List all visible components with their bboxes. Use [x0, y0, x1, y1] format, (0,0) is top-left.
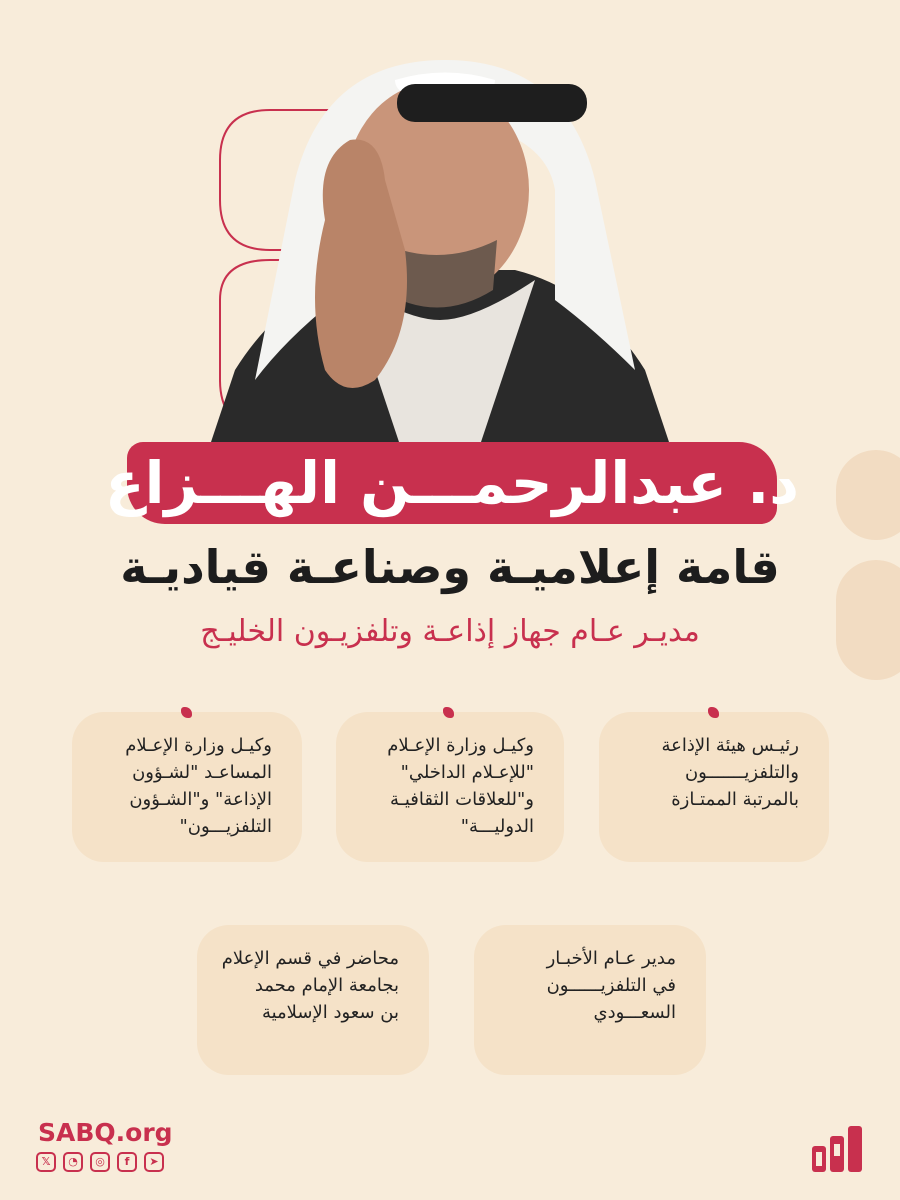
card-tab-mark: [708, 707, 719, 718]
snapchat-icon[interactable]: ◔: [63, 1152, 83, 1172]
person-name: د. عبدالرحمـــن الهـــزاع: [104, 449, 800, 517]
role-text: محاضر في قسم الإعلام بجامعة الإمام محمد بن سعود الإسلامية: [221, 948, 399, 1023]
role-text: رئيـس هيئة الإذاعة والتلفزيـــــــون بالمرتبة الممتـازة: [661, 735, 799, 810]
telegram-icon[interactable]: ➤: [144, 1152, 164, 1172]
role-card: [197, 925, 429, 1075]
portrait-image: [175, 40, 695, 460]
role-text: وكيـل وزارة الإعـلام المساعـد "لشـؤون الإذاعة" و"الشـؤون التلفزيـــون": [125, 735, 272, 837]
role-text: وكيـل وزارة الإعـلام "للإعـلام الداخلي" و"للعلاقات الثقافيـة الدوليـــة": [387, 735, 534, 837]
role-text: مدير عـام الأخبـار في التلفزيــــــون السعـــودي: [546, 948, 676, 1023]
card-tab-mark: [443, 707, 454, 718]
sabq-logo: [808, 1118, 868, 1178]
social-icons: [36, 1152, 164, 1172]
current-position: مديـر عـام جهاز إذاعـة وتلفزيـون الخليـج: [200, 614, 700, 649]
x-icon[interactable]: 𝕏: [36, 1152, 56, 1172]
role-card: [474, 925, 706, 1075]
facebook-icon[interactable]: f: [117, 1152, 137, 1172]
site-url[interactable]: SABQ.org: [38, 1118, 173, 1147]
instagram-icon[interactable]: ◎: [90, 1152, 110, 1172]
role-card: [72, 712, 302, 862]
card-tab-mark: [181, 707, 192, 718]
headline: قامة إعلاميـة وصناعـة قياديـة: [120, 540, 780, 594]
name-banner: [104, 442, 800, 524]
role-card: [599, 712, 829, 862]
role-card: [336, 712, 564, 862]
